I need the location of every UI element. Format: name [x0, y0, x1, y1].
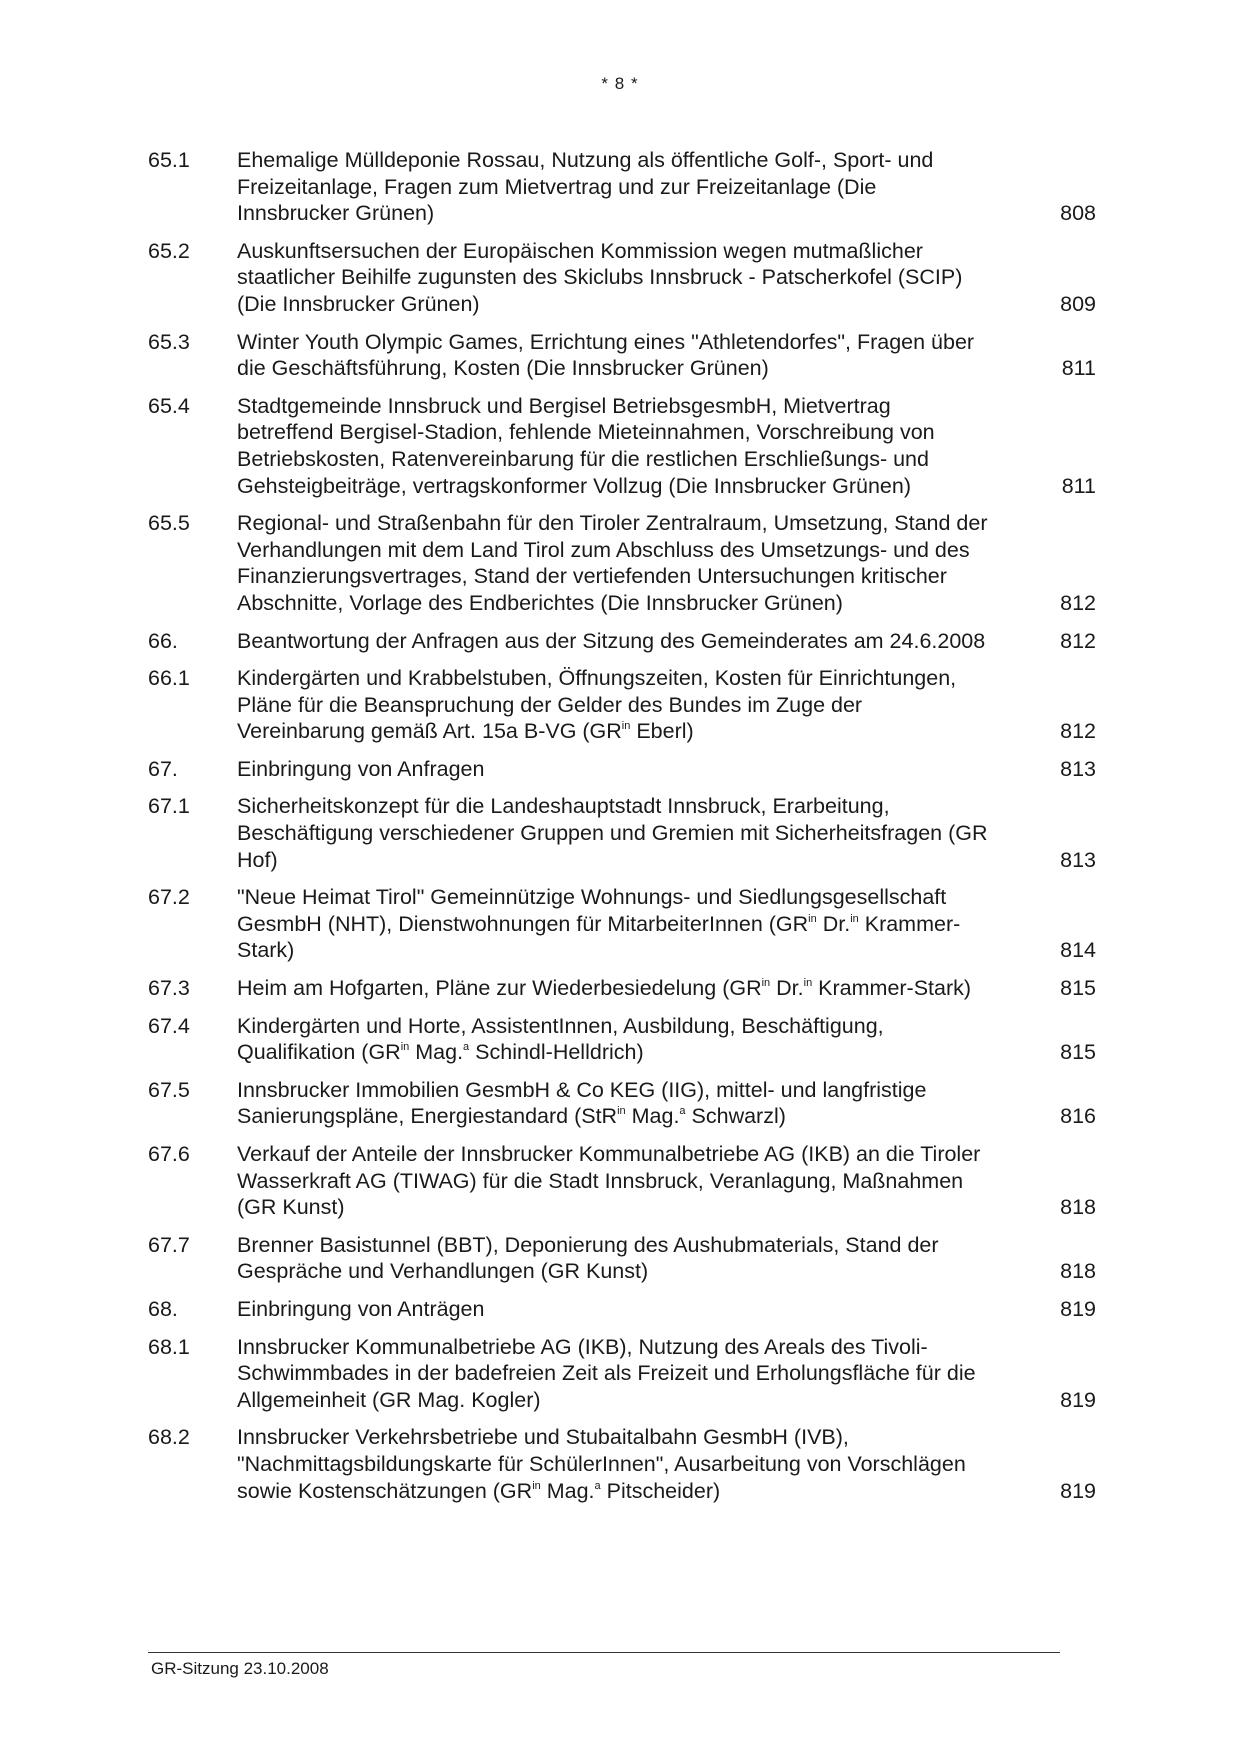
- toc-entry: [148, 975, 1096, 1002]
- toc-entry: [148, 628, 1096, 655]
- superscript: in: [617, 1105, 626, 1118]
- toc-entry-title: Innsbrucker Immobilien GesmbH & Co KEG (IIG), mittel- und langfristige Sanierungspläne, Energiestandard (StR$^{in}$ Mag.$^a$ Schwarzl): [237, 1077, 927, 1129]
- toc-entry: [148, 1141, 1096, 1221]
- toc-entry: [148, 665, 1096, 745]
- toc-entry: [148, 147, 1096, 227]
- toc-entry-number: 67.3: [148, 976, 190, 1001]
- toc-entry-number: 67.2: [148, 885, 190, 910]
- toc-entry: [148, 1424, 1096, 1504]
- toc-entry: [148, 1077, 1096, 1130]
- toc-entry: [148, 756, 1096, 783]
- toc-entry-page: 808: [1060, 201, 1096, 226]
- toc-entry-page: 811: [1061, 356, 1096, 381]
- toc-entry-page: 814: [1060, 938, 1096, 963]
- toc-entry-number: 66.: [148, 628, 178, 653]
- toc-entry-number: 65.3: [148, 329, 190, 354]
- toc-entry-title: Heim am Hofgarten, Pläne zur Wiederbesiedelung ($GR^{in}$ Dr.$^{in}$ Krammer-Stark): [237, 976, 972, 1001]
- toc-entry-number: 67.7: [148, 1232, 190, 1257]
- superscript: in: [761, 977, 771, 990]
- toc-entry-title: Verkauf der Anteile der Innsbrucker Kommunalbetriebe AG (IKB) an die Tiroler Wasserkraft AG (TIWAG) für die Stadt Innsbruck, Veranlagung, Maßnahmen (GR Kunst): [237, 1142, 981, 1220]
- toc-entry: [148, 329, 1096, 382]
- toc-entry: [148, 793, 1096, 873]
- toc-entry-page: 812: [1060, 719, 1096, 744]
- toc-entry-page: 819: [1060, 1296, 1096, 1321]
- toc-entry-number: 65.4: [148, 393, 190, 418]
- toc-entry-title: Kindergärten und Horte, AssistentInnen, Ausbildung, Beschäftigung, Qualifikation ($GR^{in}$ Mag.$^a$ Schindl-Helldrich): [237, 1013, 884, 1065]
- table-of-contents: [148, 147, 1096, 1515]
- superscript: a: [679, 1105, 686, 1118]
- footer-text: GR-Sitzung 23.10.2008: [151, 1659, 329, 1678]
- toc-entry-title: Kindergärten und Krabbelstuben, Öffnungszeiten, Kosten für Einrichtungen, Pläne für die Beanspruchung der Gelder des Bundes im Zuge der Vereinbarung gemäß Art. 15a B-VG ($GR^{in}$ Eberl): [237, 666, 957, 744]
- toc-entry: [148, 1232, 1096, 1285]
- toc-entry-number: 67.: [148, 756, 178, 781]
- toc-entry-number: 65.2: [148, 238, 190, 263]
- toc-entry: [148, 1334, 1096, 1414]
- toc-entry: [148, 884, 1096, 964]
- toc-entry-title: Innsbrucker Kommunalbetriebe AG (IKB), Nutzung des Areals des Tivoli-Schwimmbades in der badefreien Zeit als Freizeit und Erholungsfläche für die Allgemeinheit (GR Mag. Kogler): [237, 1334, 976, 1412]
- toc-entry-number: 68.: [148, 1296, 178, 1321]
- toc-entry-number: 67.5: [148, 1077, 190, 1102]
- toc-entry-title: Winter Youth Olympic Games, Errichtung eines "Athletendorfes", Fragen über die Geschäftsführung, Kosten (Die Innsbrucker Grünen): [237, 329, 975, 381]
- toc-entry-number: 67.4: [148, 1013, 190, 1038]
- superscript: a: [594, 1479, 601, 1492]
- toc-entry-title: Stadtgemeinde Innsbruck und Bergisel BetriebsgesmbH, Mietvertrag betreffend Bergisel-Stadion, fehlende Mieteinnahmen, Vorschreibung von Betriebskosten, Ratenvereinbarung für die restlichen Erschließungs- und Gehsteigbeiträge, vertragskonformer Vollzug (Die Innsbrucker Grünen): [237, 393, 935, 498]
- superscript: in: [621, 720, 631, 733]
- toc-entry-page: 811: [1061, 473, 1096, 498]
- toc-entry-number: 67.1: [148, 794, 190, 819]
- toc-entry-title: Beantwortung der Anfragen aus der Sitzung des Gemeinderates am 24.6.2008: [237, 628, 986, 653]
- superscript: in: [808, 912, 817, 925]
- toc-entry-number: 65.5: [148, 511, 190, 536]
- toc-entry-page: 815: [1060, 1040, 1096, 1065]
- toc-entry-page: 818: [1060, 1259, 1096, 1284]
- superscript: in: [803, 977, 813, 990]
- toc-entry-page: 812: [1060, 628, 1096, 653]
- toc-entry-title: Sicherheitskonzept für die Landeshauptstadt Innsbruck, Erarbeitung, Beschäftigung verschiedener Gruppen und Gremien mit Sicherheitsfragen (GR Hof): [237, 794, 988, 872]
- superscript: in: [850, 912, 859, 925]
- toc-entry-number: 65.1: [148, 148, 190, 172]
- toc-entry-page: 813: [1060, 847, 1096, 872]
- toc-entry-title: "Neue Heimat Tirol" Gemeinnützige Wohnungs- und Siedlungsgesellschaft GesmbH (NHT), Dienstwohnungen für MitarbeiterInnen ($GR^{in}$ Dr.$^{in}$ Krammer-Stark): [237, 885, 961, 963]
- toc-entry-title: Einbringung von Anfragen: [237, 756, 485, 781]
- toc-entry-title: Auskunftsersuchen der Europäischen Kommission wegen mutmaßlicher staatlicher Beihilfe zugunsten des Skiclubs Innsbruck - Patscherkofel (SCIP) (Die Innsbrucker Grünen): [237, 238, 963, 316]
- toc-entry: [148, 1296, 1096, 1323]
- toc-entry-number: 68.2: [148, 1425, 190, 1450]
- superscript: in: [532, 1479, 541, 1492]
- toc-entry-page: 819: [1060, 1478, 1096, 1503]
- footer-divider: [148, 1652, 1060, 1653]
- toc-entry-number: 66.1: [148, 666, 190, 691]
- superscript: in: [400, 1041, 410, 1054]
- toc-entry-page: 819: [1060, 1387, 1096, 1412]
- toc-entry: [148, 393, 1096, 499]
- toc-entry-title: Ehemalige Mülldeponie Rossau, Nutzung als öffentliche Golf-, Sport- und Freizeitanlage, Fragen zum Mietvertrag und zur Freizeitanlage (Die Innsbrucker Grünen): [237, 148, 934, 226]
- toc-entry-page: 812: [1060, 590, 1096, 615]
- toc-entry-page: 809: [1060, 291, 1096, 316]
- toc-entry-page: 818: [1060, 1195, 1096, 1220]
- toc-entry-page: 813: [1060, 756, 1096, 781]
- toc-entry-number: 67.6: [148, 1142, 190, 1166]
- toc-entry: [148, 510, 1096, 616]
- toc-entry-title: Einbringung von Anträgen: [237, 1296, 485, 1321]
- toc-entry-title: Brenner Basistunnel (BBT), Deponierung des Aushubmaterials, Stand der Gespräche und Verhandlungen (GR Kunst): [237, 1232, 939, 1284]
- toc-entry-number: 68.1: [148, 1334, 190, 1359]
- toc-entry-page: 816: [1060, 1104, 1096, 1129]
- toc-entry-title: Regional- und Straßenbahn für den Tiroler Zentralraum, Umsetzung, Stand der Verhandlungen mit dem Land Tirol zum Abschluss des Umsetzungs- und des Finanzierungsvertrages, Stand der vertiefenden Untersuchungen kritischer Abschnitte, Vorlage des Endberichtes (Die Innsbrucker Grünen): [237, 511, 988, 615]
- superscript: a: [463, 1041, 470, 1054]
- toc-entry: [148, 1013, 1096, 1066]
- page-number: * 8 *: [601, 74, 639, 93]
- toc-entry-title: Innsbrucker Verkehrsbetriebe und Stubaitalbahn GesmbH (IVB), "Nachmittagsbildungskarte für SchülerInnen", Ausarbeitung von Vorschlägen sowie Kostenschätzungen ($GR^{in}$ Mag.$^a$ Pitscheider): [237, 1425, 966, 1503]
- toc-entry-page: 815: [1060, 976, 1096, 1001]
- toc-entry: [148, 238, 1096, 318]
